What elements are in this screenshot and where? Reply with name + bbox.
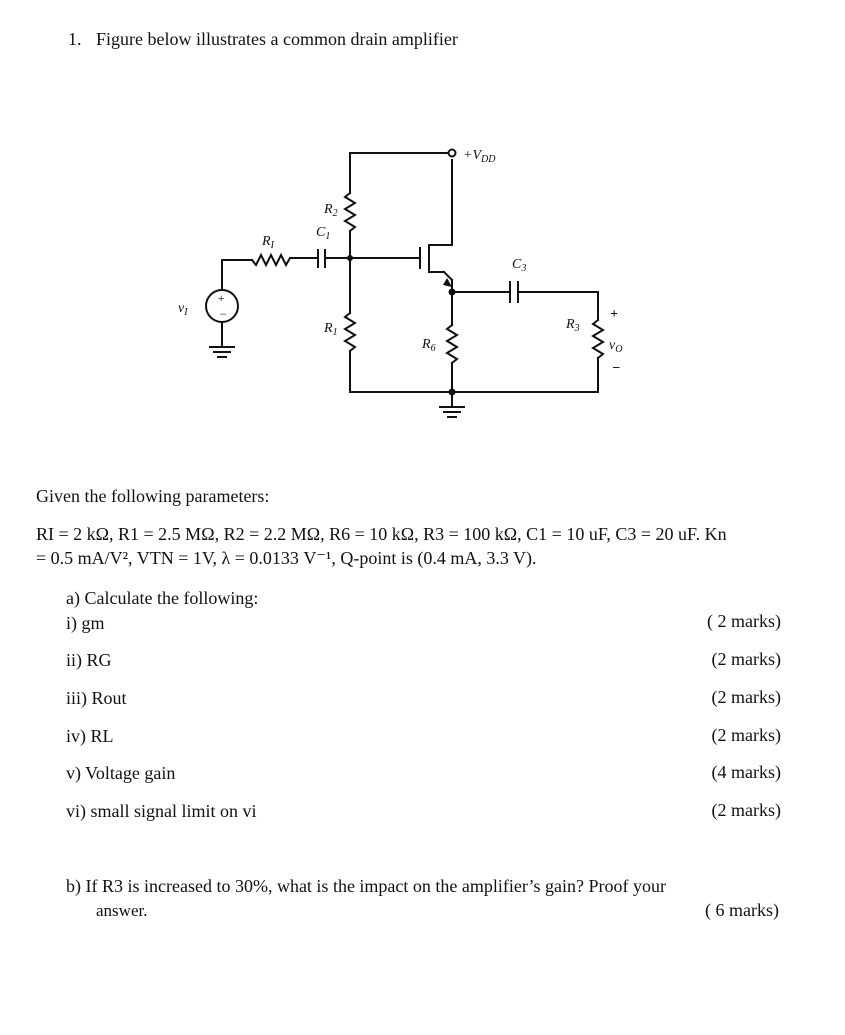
- junction-dot: [347, 255, 353, 261]
- ri-resistor: [252, 255, 290, 265]
- vdd-terminal: [449, 150, 456, 157]
- marks-badge: (4 marks): [711, 762, 781, 782]
- r3-resistor: [593, 320, 603, 358]
- source-plus: +: [217, 291, 226, 305]
- r2-label: $R_2$: [324, 202, 338, 219]
- marks-badge: (2 marks): [711, 687, 781, 707]
- ri-label: $R_I$: [262, 234, 274, 251]
- junction-dot: [449, 389, 456, 396]
- list-item: iv) RL: [66, 726, 114, 746]
- vdd-label: $+V_{DD}$: [463, 148, 496, 165]
- c3-label: $C_3$: [512, 257, 527, 274]
- marks-badge: (2 marks): [711, 725, 781, 745]
- params-line-2: = 0.5 mA/V², VTN = 1V, λ = 0.0133 V⁻¹, Q-point is (0.4 mA, 3.3 V).: [36, 548, 537, 568]
- r3-label: $R_3$: [566, 317, 580, 334]
- r1-resistor: [345, 313, 355, 351]
- list-item: i) gm: [66, 613, 105, 633]
- source-minus: −: [219, 307, 228, 321]
- part-b-question: b) If R3 is increased to 30%, what is the impact on the amplifier’s gain? Proof your: [66, 876, 667, 896]
- marks-badge: ( 2 marks): [707, 611, 781, 631]
- marks-badge: (2 marks): [711, 649, 781, 669]
- r1-label: $R_1$: [324, 321, 338, 338]
- r2-resistor: [345, 193, 355, 231]
- vo-minus: −: [612, 361, 621, 376]
- junction-dot: [449, 289, 456, 296]
- c1-label: $C_1$: [316, 225, 331, 242]
- question-number: 1.: [68, 29, 82, 49]
- marks-badge: (2 marks): [711, 800, 781, 820]
- r6-label: $R_6$: [422, 337, 436, 354]
- part-a-label: a) Calculate the following:: [66, 588, 259, 608]
- common-drain-amplifier-circuit: [0, 0, 845, 470]
- params-line-1: RI = 2 kΩ, R1 = 2.5 MΩ, R2 = 2.2 MΩ, R6 = 10 kΩ, R3 = 100 kΩ, C1 = 10 uF, C3 = 20 uF. Kn: [36, 524, 727, 544]
- r6-resistor: [447, 325, 457, 363]
- vo-label: $v_O$: [609, 338, 623, 355]
- part-b-marks: ( 6 marks): [705, 900, 779, 920]
- list-item: ii) RG: [66, 650, 112, 670]
- list-item: vi) small signal limit on vi: [66, 801, 257, 821]
- part-b-question-continued: answer.: [96, 901, 148, 920]
- vo-plus: +: [610, 307, 618, 322]
- vi-label: $v_I$: [178, 301, 188, 318]
- question-title: Figure below illustrates a common drain amplifier: [96, 29, 458, 49]
- list-item: iii) Rout: [66, 688, 127, 708]
- list-item: v) Voltage gain: [66, 763, 176, 783]
- params-heading: Given the following parameters:: [36, 486, 270, 506]
